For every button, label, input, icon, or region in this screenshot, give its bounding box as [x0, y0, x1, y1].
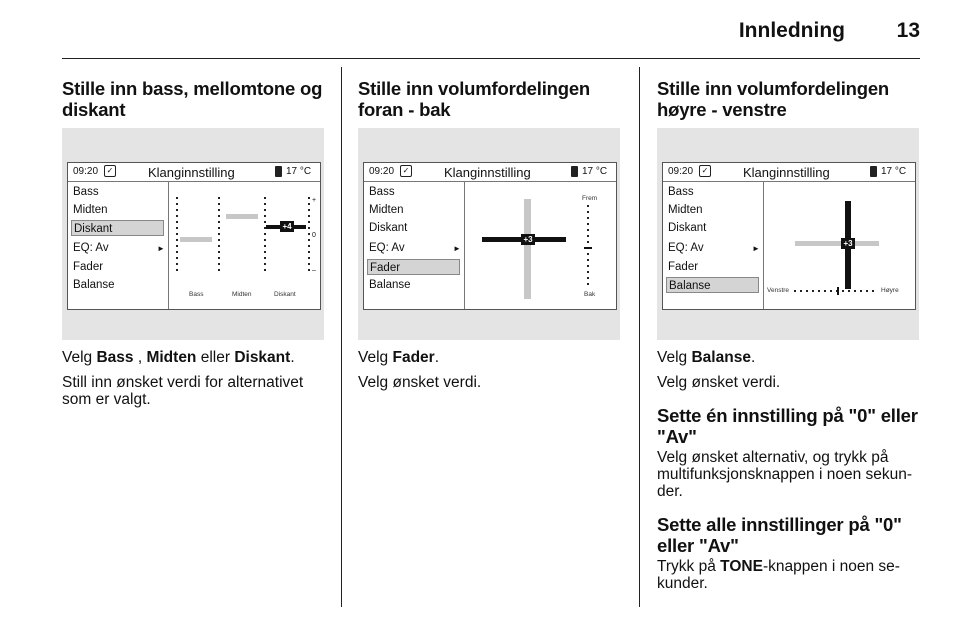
tone-menu — [68, 182, 169, 309]
fader-vertical-axis — [524, 199, 531, 299]
eq-label-midten: Midten — [232, 291, 252, 298]
instruction-adjust: Still inn ønsket verdi for alternativet som er valgt. — [62, 374, 304, 408]
clock-time: 09:20 — [668, 166, 694, 177]
menu-item-diskant[interactable]: Diskant — [369, 222, 408, 234]
figure-eq-screen — [62, 128, 324, 340]
screen-title: Klanginnstilling — [444, 165, 531, 180]
fader-label-back: Bak — [584, 291, 596, 298]
menu-item-midten[interactable]: Midten — [73, 204, 108, 216]
screen-title: Klanginnstilling — [743, 165, 830, 180]
menu-item-diskant[interactable]: Diskant — [71, 220, 164, 236]
chevron-right-icon: ► — [453, 244, 461, 253]
eq-scale-zero: 0 — [312, 232, 316, 239]
figure-balance-screen — [657, 128, 919, 340]
instruction-adjust: Velg ønsket verdi. — [358, 374, 482, 391]
menu-item-bass[interactable]: Bass — [73, 186, 99, 198]
display-screen — [662, 162, 916, 310]
menu-item-fader[interactable]: Fader — [73, 261, 104, 273]
phone-icon — [275, 166, 282, 177]
balance-scale[interactable] — [794, 290, 878, 292]
eq-slider-diskant[interactable] — [264, 197, 266, 275]
eq-slider-bass[interactable] — [176, 197, 178, 275]
menu-item-eq[interactable]: EQ: Av — [369, 242, 405, 254]
balance-scale-marker — [837, 287, 839, 295]
balance-horizontal-axis — [795, 241, 879, 246]
eq-scale — [308, 197, 310, 275]
menu-item-midten[interactable]: Midten — [668, 204, 703, 216]
page-number: 13 — [896, 19, 920, 42]
menu-item-fader[interactable]: Fader — [367, 259, 460, 275]
clock-icon: ✓ — [699, 165, 711, 177]
menu-item-fader[interactable]: Fader — [668, 261, 699, 273]
clock-time: 09:20 — [369, 166, 395, 177]
section-body — [358, 349, 620, 391]
temperature: 17 °C — [881, 166, 907, 177]
eq-bass-level — [180, 237, 212, 242]
instruction-select: Velg Bass , Midten eller Diskant. — [62, 349, 295, 366]
column-divider-2 — [639, 67, 640, 607]
eq-midten-level — [226, 214, 258, 219]
display-screen — [67, 162, 321, 310]
clock-icon: ✓ — [400, 165, 412, 177]
subheading-reset-one: Sette én innstilling på "0" eller "Av" — [657, 405, 918, 447]
instruction-select: Velg Fader. — [358, 349, 440, 366]
screen-topbar — [364, 163, 616, 182]
menu-item-bass[interactable]: Bass — [369, 186, 395, 198]
page-header-title: Innledning — [738, 19, 845, 42]
menu-item-diskant[interactable]: Diskant — [668, 222, 707, 234]
section-body — [657, 349, 919, 592]
phone-icon — [870, 166, 877, 177]
screen-topbar — [663, 163, 915, 182]
fader-label-front: Frem — [582, 195, 598, 202]
section-balance — [657, 78, 919, 120]
menu-item-midten[interactable]: Midten — [369, 204, 404, 216]
section-heading: Stille inn volumfordelingen foran - bak — [358, 78, 591, 120]
fader-scale-marker — [584, 247, 592, 249]
menu-item-eq[interactable]: EQ: Av — [668, 242, 704, 254]
balance-label-right: Høyre — [881, 287, 899, 294]
header-rule — [62, 58, 920, 59]
display-screen — [363, 162, 617, 310]
menu-item-balanse[interactable]: Balanse — [73, 279, 115, 291]
instruction-adjust: Velg ønsket verdi. — [657, 374, 781, 391]
tone-menu — [663, 182, 764, 309]
subheading-reset-all: Sette alle innstillinger på "0" eller "Av" — [657, 514, 902, 556]
menu-item-bass[interactable]: Bass — [668, 186, 694, 198]
menu-item-balanse[interactable]: Balanse — [369, 279, 411, 291]
phone-icon — [571, 166, 578, 177]
balance-value-badge: +3 — [841, 238, 855, 249]
section-bass-midten-diskant — [62, 78, 324, 120]
instruction-reset-all: Trykk på TONE-knappen i noen se-kunder. — [657, 558, 900, 592]
eq-label-diskant: Diskant — [274, 291, 296, 298]
temperature: 17 °C — [582, 166, 608, 177]
figure-fader-screen — [358, 128, 620, 340]
screen-title: Klanginnstilling — [148, 165, 235, 180]
temperature: 17 °C — [286, 166, 312, 177]
instruction-reset-one: Velg ønsket alternativ, og trykk på multifunksjonsknappen i noen sekun-der. — [657, 449, 913, 500]
fader-value-badge: +3 — [521, 234, 535, 245]
section-body — [62, 349, 324, 408]
fader-scale[interactable] — [587, 205, 589, 287]
balance-label-left: Venstre — [767, 287, 790, 294]
chevron-right-icon: ► — [752, 244, 760, 253]
eq-value-badge: +4 — [280, 221, 294, 232]
tone-menu — [364, 182, 465, 309]
eq-label-bass: Bass — [189, 291, 204, 298]
menu-item-eq[interactable]: EQ: Av — [73, 242, 109, 254]
column-divider-1 — [341, 67, 342, 607]
section-heading: Stille inn volumfordelingen høyre - venstre — [657, 78, 890, 120]
menu-item-balanse[interactable]: Balanse — [666, 277, 759, 293]
section-fader — [358, 78, 620, 120]
clock-icon: ✓ — [104, 165, 116, 177]
clock-time: 09:20 — [73, 166, 99, 177]
section-heading: Stille inn bass, mellomtone og diskant — [62, 78, 323, 120]
chevron-right-icon: ► — [157, 244, 165, 253]
instruction-select: Velg Balanse. — [657, 349, 756, 366]
screen-topbar — [68, 163, 320, 182]
eq-scale-plus: + — [312, 197, 317, 204]
eq-scale-minus: – — [312, 267, 316, 274]
eq-slider-midten[interactable] — [218, 197, 220, 275]
